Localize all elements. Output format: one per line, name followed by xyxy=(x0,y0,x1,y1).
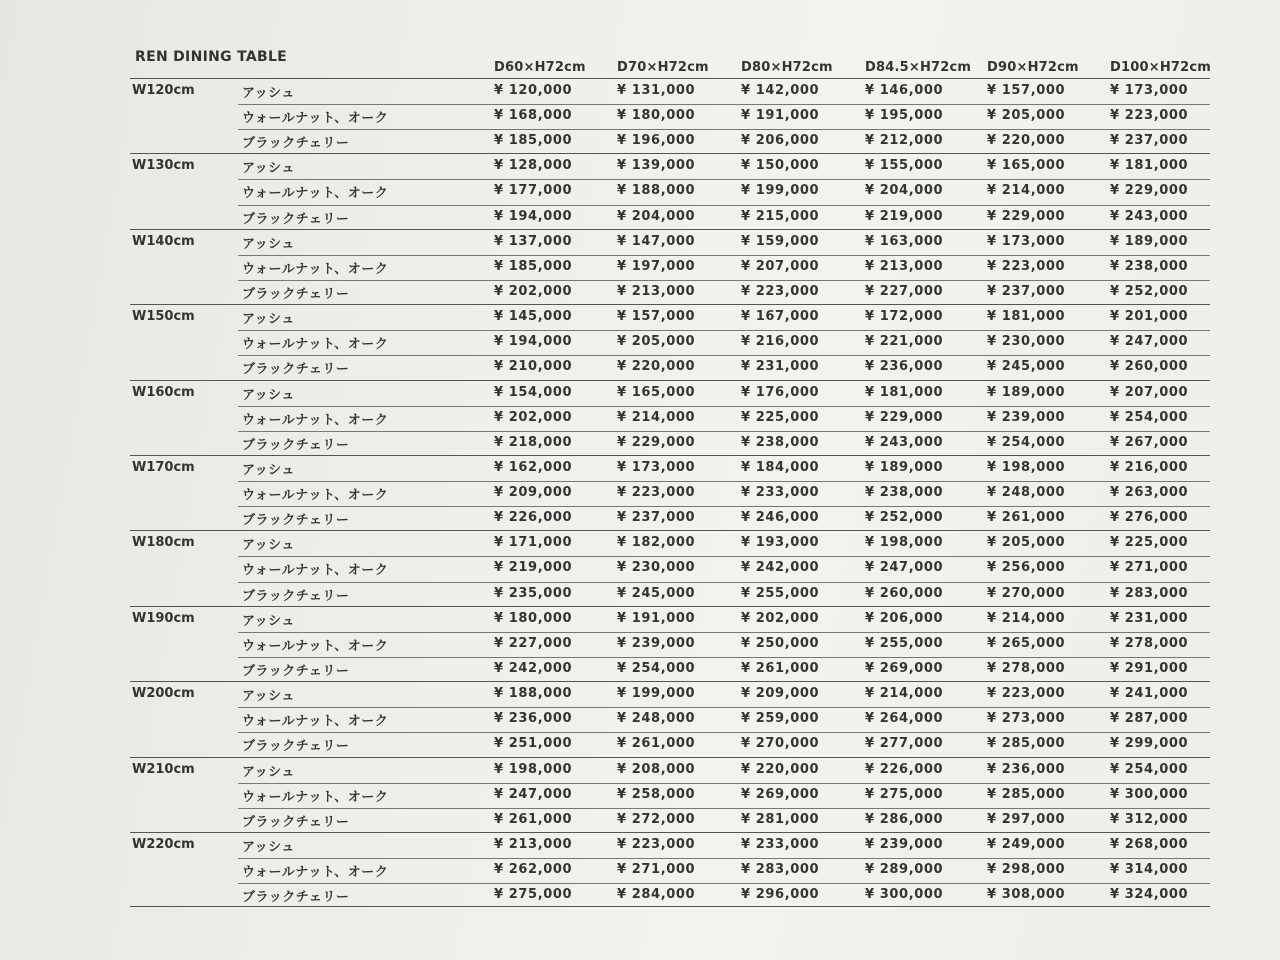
price-cell: ¥ 263,000 xyxy=(1110,485,1189,501)
price-cell: ¥ 239,000 xyxy=(987,409,1066,425)
price-cell: ¥ 202,000 xyxy=(494,283,573,299)
price-cell: ¥ 284,000 xyxy=(617,887,696,903)
table-row xyxy=(238,230,1210,256)
price-cell: ¥ 242,000 xyxy=(494,660,573,676)
table-row xyxy=(238,682,1210,708)
price-cell: ¥ 223,000 xyxy=(987,686,1066,702)
price-cell: ¥ 223,000 xyxy=(741,283,820,299)
price-cell: ¥ 267,000 xyxy=(1110,434,1189,450)
price-cell: ¥ 209,000 xyxy=(494,485,573,501)
table-row xyxy=(238,858,1210,884)
wood-type-label: アッシュ xyxy=(242,312,295,328)
width-group xyxy=(130,530,1210,605)
price-cell: ¥ 236,000 xyxy=(987,761,1066,777)
price-cell: ¥ 238,000 xyxy=(865,485,944,501)
price-cell: ¥ 235,000 xyxy=(494,585,573,601)
price-cell: ¥ 255,000 xyxy=(741,585,820,601)
width-group xyxy=(130,78,1210,153)
column-header-d100: D100×H72cm xyxy=(1110,60,1212,75)
price-cell: ¥ 273,000 xyxy=(987,711,1066,727)
price-cell: ¥ 236,000 xyxy=(494,711,573,727)
width-label: W140cm xyxy=(132,233,195,249)
wood-type-label: アッシュ xyxy=(242,538,295,554)
price-cell: ¥ 189,000 xyxy=(987,384,1066,400)
wood-type-label: ウォールナット、オーク xyxy=(242,563,389,579)
price-cell: ¥ 272,000 xyxy=(617,811,696,827)
price-cell: ¥ 298,000 xyxy=(987,862,1066,877)
price-cell: ¥ 242,000 xyxy=(741,560,820,576)
price-cell: ¥ 243,000 xyxy=(865,434,944,450)
price-cell: ¥ 231,000 xyxy=(1110,610,1189,626)
width-label: W200cm xyxy=(132,686,195,702)
price-cell: ¥ 260,000 xyxy=(1110,359,1189,375)
price-cell: ¥ 287,000 xyxy=(1110,711,1189,727)
width-label: W220cm xyxy=(132,836,195,852)
price-cell: ¥ 145,000 xyxy=(494,309,573,325)
price-cell: ¥ 265,000 xyxy=(987,635,1066,651)
price-cell: ¥ 205,000 xyxy=(987,535,1066,551)
table-row xyxy=(238,330,1210,356)
price-cell: ¥ 289,000 xyxy=(865,862,944,877)
wood-type-label: ウォールナット、オーク xyxy=(242,412,389,428)
price-cell: ¥ 247,000 xyxy=(494,786,573,802)
price-cell: ¥ 180,000 xyxy=(494,610,573,626)
price-cell: ¥ 314,000 xyxy=(1110,862,1189,877)
table-row xyxy=(238,481,1210,507)
price-cell: ¥ 165,000 xyxy=(987,158,1066,174)
wood-type-label: ブラックチェリー xyxy=(242,362,350,378)
price-cell: ¥ 180,000 xyxy=(617,108,696,124)
width-label: W210cm xyxy=(132,761,195,777)
table-row xyxy=(238,381,1210,407)
column-header-d80: D80×H72cm xyxy=(741,60,833,75)
price-cell: ¥ 299,000 xyxy=(1110,736,1189,752)
price-cell: ¥ 191,000 xyxy=(741,108,820,124)
table-row xyxy=(238,255,1210,281)
wood-type-label: ブラックチェリー xyxy=(242,588,350,604)
price-cell: ¥ 207,000 xyxy=(1110,384,1189,400)
price-cell: ¥ 229,000 xyxy=(617,434,696,450)
price-cell: ¥ 300,000 xyxy=(1110,786,1189,802)
price-cell: ¥ 324,000 xyxy=(1110,887,1189,903)
price-cell: ¥ 214,000 xyxy=(865,686,944,702)
price-cell: ¥ 269,000 xyxy=(865,660,944,676)
wood-type-label: ブラックチェリー xyxy=(242,286,350,302)
price-cell: ¥ 297,000 xyxy=(987,811,1066,827)
price-cell: ¥ 206,000 xyxy=(865,610,944,626)
price-cell: ¥ 199,000 xyxy=(741,183,820,199)
price-cell: ¥ 214,000 xyxy=(987,183,1066,199)
wood-type-label: ウォールナット、オーク xyxy=(242,488,389,504)
price-cell: ¥ 223,000 xyxy=(617,836,696,852)
price-cell: ¥ 254,000 xyxy=(1110,761,1189,777)
wood-type-label: アッシュ xyxy=(242,613,295,629)
table-row xyxy=(238,732,1210,757)
wood-type-label: アッシュ xyxy=(242,764,295,780)
wood-type-label: ウォールナット、オーク xyxy=(242,865,389,880)
price-cell: ¥ 247,000 xyxy=(1110,334,1189,350)
price-cell: ¥ 233,000 xyxy=(741,485,820,501)
price-cell: ¥ 205,000 xyxy=(987,108,1066,124)
table-row xyxy=(238,556,1210,582)
price-cell: ¥ 268,000 xyxy=(1110,836,1189,852)
table-row xyxy=(238,431,1210,456)
price-cell: ¥ 261,000 xyxy=(987,510,1066,526)
table-row xyxy=(238,355,1210,380)
price-cell: ¥ 245,000 xyxy=(617,585,696,601)
price-cell: ¥ 300,000 xyxy=(865,887,944,903)
price-cell: ¥ 181,000 xyxy=(865,384,944,400)
price-cell: ¥ 208,000 xyxy=(617,761,696,777)
price-cell: ¥ 312,000 xyxy=(1110,811,1189,827)
table-row xyxy=(238,883,1210,908)
price-cell: ¥ 185,000 xyxy=(494,133,573,149)
width-group xyxy=(130,153,1210,228)
price-cell: ¥ 206,000 xyxy=(741,133,820,149)
price-cell: ¥ 185,000 xyxy=(494,258,573,274)
table-row xyxy=(238,305,1210,331)
price-cell: ¥ 258,000 xyxy=(617,786,696,802)
price-cell: ¥ 275,000 xyxy=(865,786,944,802)
price-cell: ¥ 239,000 xyxy=(617,635,696,651)
price-cell: ¥ 227,000 xyxy=(494,635,573,651)
price-cell: ¥ 181,000 xyxy=(987,309,1066,325)
table-row xyxy=(238,104,1210,130)
table-row xyxy=(238,758,1210,784)
price-cell: ¥ 163,000 xyxy=(865,233,944,249)
width-label: W150cm xyxy=(132,309,195,325)
wood-type-label: ウォールナット、オーク xyxy=(242,789,389,805)
price-cell: ¥ 233,000 xyxy=(741,836,820,852)
price-cell: ¥ 213,000 xyxy=(617,283,696,299)
price-cell: ¥ 278,000 xyxy=(987,660,1066,676)
wood-type-label: ブラックチェリー xyxy=(242,663,350,679)
price-cell: ¥ 181,000 xyxy=(1110,158,1189,174)
table-row xyxy=(238,657,1210,682)
wood-type-label: アッシュ xyxy=(242,462,295,478)
column-header-d90: D90×H72cm xyxy=(987,60,1079,75)
price-cell: ¥ 270,000 xyxy=(987,585,1066,601)
price-cell: ¥ 173,000 xyxy=(987,233,1066,249)
price-cell: ¥ 223,000 xyxy=(987,258,1066,274)
price-cell: ¥ 165,000 xyxy=(617,384,696,400)
price-cell: ¥ 128,000 xyxy=(494,158,573,174)
price-cell: ¥ 198,000 xyxy=(494,761,573,777)
price-cell: ¥ 276,000 xyxy=(1110,510,1189,526)
price-cell: ¥ 213,000 xyxy=(494,836,573,852)
price-cell: ¥ 189,000 xyxy=(1110,233,1189,249)
price-cell: ¥ 218,000 xyxy=(494,434,573,450)
price-cell: ¥ 191,000 xyxy=(617,610,696,626)
price-cell: ¥ 237,000 xyxy=(617,510,696,526)
wood-type-label: アッシュ xyxy=(242,839,295,855)
price-cell: ¥ 154,000 xyxy=(494,384,573,400)
price-cell: ¥ 223,000 xyxy=(617,485,696,501)
wood-type-label: アッシュ xyxy=(242,161,295,177)
price-cell: ¥ 214,000 xyxy=(987,610,1066,626)
price-cell: ¥ 173,000 xyxy=(1110,83,1189,98)
page-title: REN DINING TABLE xyxy=(135,49,288,65)
price-cell: ¥ 254,000 xyxy=(987,434,1066,450)
price-cell: ¥ 238,000 xyxy=(741,434,820,450)
price-cell: ¥ 254,000 xyxy=(1110,409,1189,425)
width-group xyxy=(130,606,1210,681)
price-cell: ¥ 259,000 xyxy=(741,711,820,727)
price-cell: ¥ 195,000 xyxy=(865,108,944,124)
table-row xyxy=(238,154,1210,180)
price-cell: ¥ 223,000 xyxy=(1110,108,1189,124)
price-cell: ¥ 229,000 xyxy=(1110,183,1189,199)
wood-type-label: ブラックチェリー xyxy=(242,211,350,227)
table-row xyxy=(238,280,1210,305)
price-cell: ¥ 199,000 xyxy=(617,686,696,702)
width-group xyxy=(130,832,1210,907)
price-cell: ¥ 142,000 xyxy=(741,83,820,98)
price-cell: ¥ 255,000 xyxy=(865,635,944,651)
price-table xyxy=(130,78,1210,907)
width-group xyxy=(130,380,1210,455)
price-cell: ¥ 173,000 xyxy=(617,459,696,475)
price-cell: ¥ 167,000 xyxy=(741,309,820,325)
price-cell: ¥ 283,000 xyxy=(1110,585,1189,601)
table-row xyxy=(238,129,1210,154)
table-row xyxy=(238,607,1210,633)
price-cell: ¥ 198,000 xyxy=(987,459,1066,475)
price-cell: ¥ 225,000 xyxy=(1110,535,1189,551)
price-cell: ¥ 150,000 xyxy=(741,158,820,174)
price-cell: ¥ 172,000 xyxy=(865,309,944,325)
price-cell: ¥ 216,000 xyxy=(1110,459,1189,475)
price-cell: ¥ 202,000 xyxy=(494,409,573,425)
price-cell: ¥ 184,000 xyxy=(741,459,820,475)
table-row xyxy=(238,632,1210,658)
price-cell: ¥ 229,000 xyxy=(865,409,944,425)
table-row xyxy=(238,79,1210,105)
price-cell: ¥ 157,000 xyxy=(987,83,1066,98)
price-cell: ¥ 270,000 xyxy=(741,736,820,752)
column-header-d60: D60×H72cm xyxy=(494,60,586,75)
wood-type-label: ブラックチェリー xyxy=(242,814,350,830)
price-cell: ¥ 220,000 xyxy=(617,359,696,375)
price-cell: ¥ 131,000 xyxy=(617,83,696,98)
price-cell: ¥ 194,000 xyxy=(494,208,573,224)
price-cell: ¥ 137,000 xyxy=(494,233,573,249)
price-cell: ¥ 219,000 xyxy=(494,560,573,576)
table-row xyxy=(238,582,1210,607)
price-cell: ¥ 225,000 xyxy=(741,409,820,425)
price-cell: ¥ 214,000 xyxy=(617,409,696,425)
wood-type-label: ウォールナット、オーク xyxy=(242,337,389,353)
wood-type-label: ウォールナット、オーク xyxy=(242,714,389,730)
price-cell: ¥ 212,000 xyxy=(865,133,944,149)
price-cell: ¥ 296,000 xyxy=(741,887,820,903)
wood-type-label: ウォールナット、オーク xyxy=(242,261,389,277)
price-cell: ¥ 241,000 xyxy=(1110,686,1189,702)
price-cell: ¥ 204,000 xyxy=(617,208,696,224)
price-cell: ¥ 226,000 xyxy=(494,510,573,526)
width-group xyxy=(130,229,1210,304)
price-cell: ¥ 147,000 xyxy=(617,233,696,249)
width-group xyxy=(130,455,1210,530)
price-cell: ¥ 171,000 xyxy=(494,535,573,551)
price-cell: ¥ 194,000 xyxy=(494,334,573,350)
price-cell: ¥ 238,000 xyxy=(1110,258,1189,274)
price-cell: ¥ 204,000 xyxy=(865,183,944,199)
width-label: W130cm xyxy=(132,158,195,174)
price-cell: ¥ 291,000 xyxy=(1110,660,1189,676)
wood-type-label: ブラックチェリー xyxy=(242,890,350,906)
price-cell: ¥ 197,000 xyxy=(617,258,696,274)
price-cell: ¥ 213,000 xyxy=(865,258,944,274)
width-label: W160cm xyxy=(132,384,195,400)
price-cell: ¥ 139,000 xyxy=(617,158,696,174)
price-cell: ¥ 205,000 xyxy=(617,334,696,350)
price-cell: ¥ 281,000 xyxy=(741,811,820,827)
width-group xyxy=(130,681,1210,756)
wood-type-label: ウォールナット、オーク xyxy=(242,638,389,654)
wood-type-label: ウォールナット、オーク xyxy=(242,186,389,202)
price-cell: ¥ 229,000 xyxy=(987,208,1066,224)
price-cell: ¥ 248,000 xyxy=(617,711,696,727)
table-row xyxy=(238,707,1210,733)
price-cell: ¥ 262,000 xyxy=(494,862,573,877)
price-cell: ¥ 215,000 xyxy=(741,208,820,224)
wood-type-label: アッシュ xyxy=(242,387,295,403)
width-label: W120cm xyxy=(132,83,195,98)
price-cell: ¥ 221,000 xyxy=(865,334,944,350)
price-cell: ¥ 155,000 xyxy=(865,158,944,174)
wood-type-label: ブラックチェリー xyxy=(242,513,350,529)
price-cell: ¥ 189,000 xyxy=(865,459,944,475)
price-cell: ¥ 260,000 xyxy=(865,585,944,601)
price-cell: ¥ 237,000 xyxy=(987,283,1066,299)
price-cell: ¥ 198,000 xyxy=(865,535,944,551)
price-cell: ¥ 285,000 xyxy=(987,736,1066,752)
price-cell: ¥ 243,000 xyxy=(1110,208,1189,224)
price-cell: ¥ 239,000 xyxy=(865,836,944,852)
wood-type-label: ブラックチェリー xyxy=(242,437,350,453)
price-cell: ¥ 227,000 xyxy=(865,283,944,299)
table-row xyxy=(238,783,1210,809)
price-cell: ¥ 283,000 xyxy=(741,862,820,877)
price-cell: ¥ 159,000 xyxy=(741,233,820,249)
price-cell: ¥ 188,000 xyxy=(617,183,696,199)
price-cell: ¥ 237,000 xyxy=(1110,133,1189,149)
price-cell: ¥ 177,000 xyxy=(494,183,573,199)
price-cell: ¥ 168,000 xyxy=(494,108,573,124)
price-cell: ¥ 261,000 xyxy=(494,811,573,827)
price-cell: ¥ 193,000 xyxy=(741,535,820,551)
price-cell: ¥ 261,000 xyxy=(741,660,820,676)
price-cell: ¥ 271,000 xyxy=(617,862,696,877)
price-cell: ¥ 271,000 xyxy=(1110,560,1189,576)
table-row xyxy=(238,406,1210,432)
wood-type-label: アッシュ xyxy=(242,86,295,101)
wood-type-label: アッシュ xyxy=(242,689,295,705)
price-cell: ¥ 277,000 xyxy=(865,736,944,752)
column-header-d70: D70×H72cm xyxy=(617,60,709,75)
price-cell: ¥ 230,000 xyxy=(617,560,696,576)
price-cell: ¥ 248,000 xyxy=(987,485,1066,501)
price-cell: ¥ 157,000 xyxy=(617,309,696,325)
price-cell: ¥ 254,000 xyxy=(617,660,696,676)
table-row xyxy=(238,205,1210,230)
wood-type-label: ウォールナット、オーク xyxy=(242,111,389,127)
price-cell: ¥ 230,000 xyxy=(987,334,1066,350)
price-cell: ¥ 182,000 xyxy=(617,535,696,551)
price-cell: ¥ 278,000 xyxy=(1110,635,1189,651)
table-row xyxy=(238,456,1210,482)
price-cell: ¥ 146,000 xyxy=(865,83,944,98)
price-cell: ¥ 251,000 xyxy=(494,736,573,752)
price-cell: ¥ 219,000 xyxy=(865,208,944,224)
price-cell: ¥ 261,000 xyxy=(617,736,696,752)
price-cell: ¥ 176,000 xyxy=(741,384,820,400)
width-group xyxy=(130,757,1210,832)
price-cell: ¥ 252,000 xyxy=(1110,283,1189,299)
price-cell: ¥ 269,000 xyxy=(741,786,820,802)
price-cell: ¥ 245,000 xyxy=(987,359,1066,375)
price-cell: ¥ 252,000 xyxy=(865,510,944,526)
price-cell: ¥ 308,000 xyxy=(987,887,1066,903)
width-label: W170cm xyxy=(132,459,195,475)
price-cell: ¥ 231,000 xyxy=(741,359,820,375)
price-cell: ¥ 216,000 xyxy=(741,334,820,350)
table-row xyxy=(238,531,1210,557)
table-row xyxy=(238,179,1210,205)
price-cell: ¥ 209,000 xyxy=(741,686,820,702)
price-cell: ¥ 264,000 xyxy=(865,711,944,727)
price-cell: ¥ 220,000 xyxy=(987,133,1066,149)
price-cell: ¥ 196,000 xyxy=(617,133,696,149)
price-cell: ¥ 256,000 xyxy=(987,560,1066,576)
table-row xyxy=(238,833,1210,859)
column-header-d84-5: D84.5×H72cm xyxy=(865,60,972,75)
width-label: W180cm xyxy=(132,535,195,551)
price-cell: ¥ 236,000 xyxy=(865,359,944,375)
price-cell: ¥ 120,000 xyxy=(494,83,573,98)
price-cell: ¥ 226,000 xyxy=(865,761,944,777)
price-cell: ¥ 202,000 xyxy=(741,610,820,626)
price-cell: ¥ 249,000 xyxy=(987,836,1066,852)
wood-type-label: アッシュ xyxy=(242,236,295,252)
price-cell: ¥ 246,000 xyxy=(741,510,820,526)
wood-type-label: ブラックチェリー xyxy=(242,739,350,755)
wood-type-label: ブラックチェリー xyxy=(242,136,350,152)
price-cell: ¥ 286,000 xyxy=(865,811,944,827)
width-label: W190cm xyxy=(132,610,195,626)
price-cell: ¥ 250,000 xyxy=(741,635,820,651)
price-cell: ¥ 220,000 xyxy=(741,761,820,777)
price-cell: ¥ 275,000 xyxy=(494,887,573,903)
price-cell: ¥ 207,000 xyxy=(741,258,820,274)
price-cell: ¥ 201,000 xyxy=(1110,309,1189,325)
price-cell: ¥ 285,000 xyxy=(987,786,1066,802)
price-cell: ¥ 162,000 xyxy=(494,459,573,475)
price-cell: ¥ 247,000 xyxy=(865,560,944,576)
width-group xyxy=(130,304,1210,379)
table-row xyxy=(238,808,1210,833)
price-cell: ¥ 210,000 xyxy=(494,359,573,375)
table-row xyxy=(238,506,1210,531)
price-cell: ¥ 188,000 xyxy=(494,686,573,702)
